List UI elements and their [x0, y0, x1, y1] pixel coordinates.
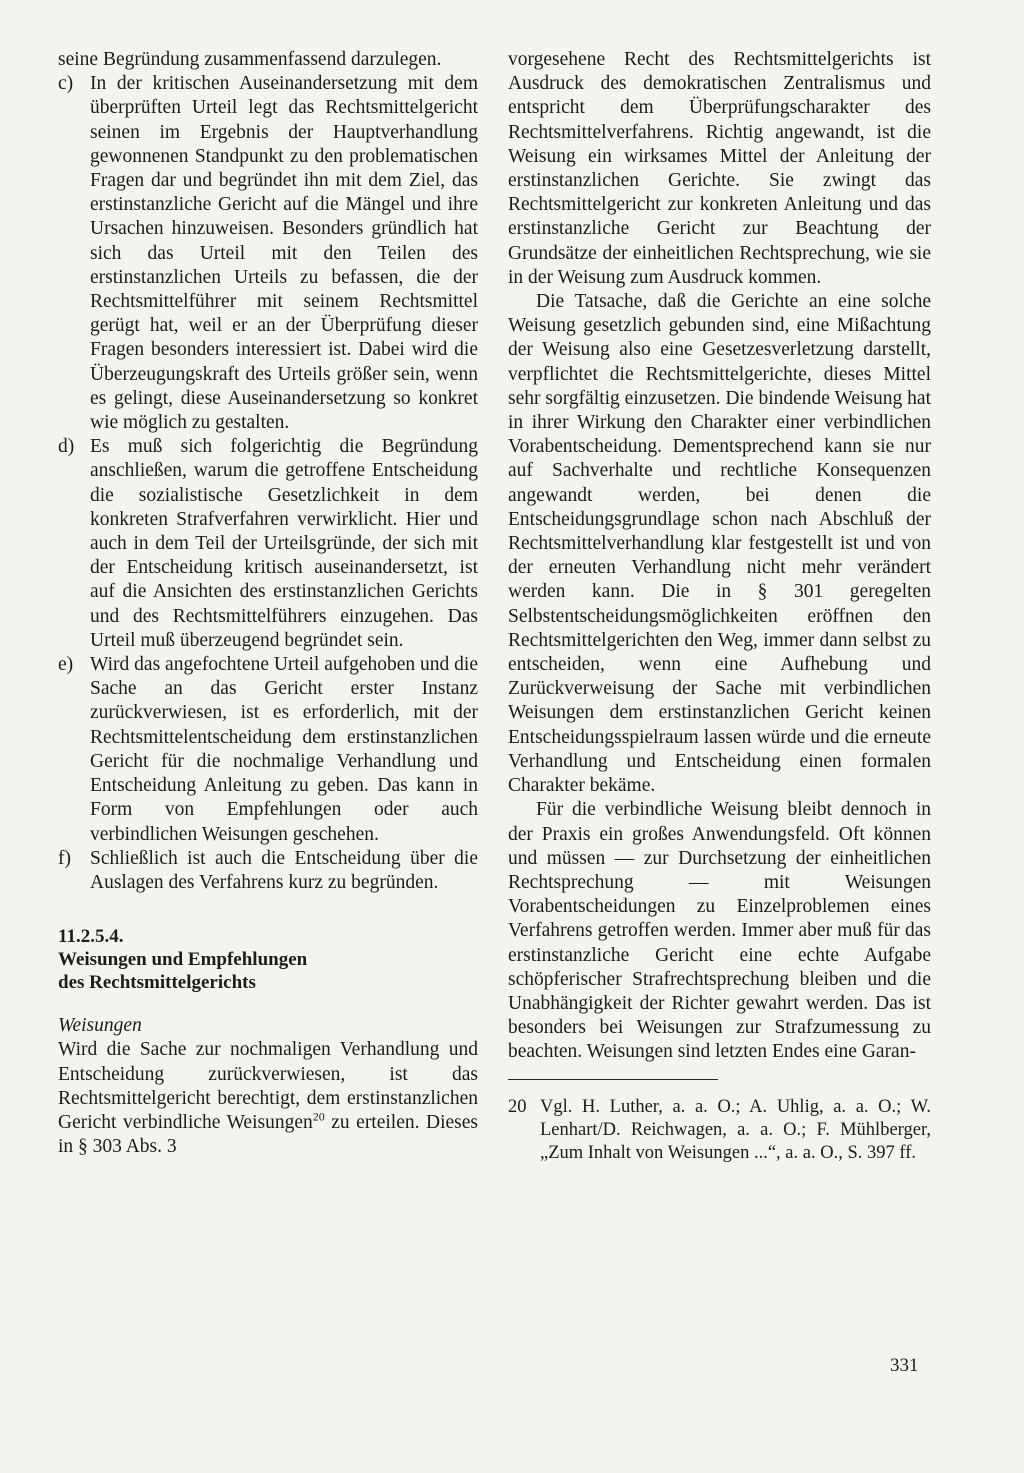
footnote-reference: 20	[312, 1109, 325, 1124]
intro-paragraph: seine Begründung zusammenfassend darzulegen.	[58, 49, 442, 70]
footnote-divider	[508, 1079, 718, 1080]
paragraph-text-continued: zu erteilen. Dieses in § 303 Abs. 3	[58, 1111, 478, 1158]
section-title-line-1: Weisungen und Empfehlungen	[58, 949, 308, 971]
list-item-f	[58, 847, 478, 895]
paragraph-1: vorgesehene Recht des Rechtsmittelgerichts ist Ausdruck des demokratischen Zentralismus und entspricht dem Überprüfungscharakter des Rechtsmittelverfahrens. Richtig angewandt, ist die Weisung ein wirksames Mittel der Anleitung der erstinstanzlichen Gerichte. Sie zwingt das Rechtsmittelgericht zur konkreten Anleitung und das erstinstanzliche Gericht zur Beachtung der Grundsätze der einheitlichen Rechtsprechung, wie sie in der Weisung zum Ausdruck kommen.	[508, 49, 931, 288]
footnote	[508, 1096, 931, 1165]
section-number: 11.2.5.4.	[58, 926, 124, 948]
list-item-text: In der kritischen Auseinandersetzung mit dem überprüften Urteil legt das Rechtsmittelgericht seinen im Ergebnis der Hauptverhandlung gewonnenen Standpunkt zu den problematischen Fragen dar und begründet ihn mit dem Ziel, das erstinstanzliche Gericht auf die Mängel und ihre Ursachen hinzuweisen. Besonders gründlich hat sich das Urteil mit den Teilen des erstinstanzlichen Urteils zu befassen, die der Rechtsmittelführer mit seinem Rechtsmittel gerügt hat, weil er an der Überprüfung dieser Fragen besonders interessiert ist. Dabei wird die Überzeugungskraft des Urteils größer sein, wenn es gelingt, diese Auseinandersetzung so konkret wie möglich zu gestalten.	[90, 73, 478, 434]
list-item-d	[58, 435, 478, 653]
footnote-number: 20	[508, 1096, 527, 1117]
subheading: Weisungen	[58, 1015, 142, 1037]
paragraph-3: Für die verbindliche Weisung bleibt dennoch in der Praxis ein großes Anwendungsfeld. Oft können und müssen — zur Durchsetzung der einheitlichen Rechtsprechung — mit Weisungen Vorabentscheidungen zu Einzelproblemen eines Verfahrens getroffen werden. Immer aber muß für das erstinstanzliche Gericht eine echte Aufgabe schöpferischer Strafrechtsprechung bleiben und die Unabhängigkeit der Richter gewahrt werden. Das ist besonders bei Weisungen zur Strafzumessung zu beachten. Weisungen sind letzten Endes eine Garan-	[508, 799, 931, 1063]
section-heading	[58, 925, 478, 994]
page-number: 331	[890, 1355, 919, 1376]
footnote-text: Vgl. H. Luther, a. a. O.; A. Uhlig, a. a. O.; W. Lenhart/D. Reichwagen, a. a. O.; F. Mühlberger, „Zum Inhalt von Weisungen ...“, a. a. O., S. 397 ff.	[540, 1096, 931, 1163]
list-marker: d)	[58, 436, 75, 458]
list-marker: c)	[58, 73, 74, 95]
right-column	[508, 48, 931, 1165]
weisungen-paragraph	[58, 1038, 478, 1159]
paragraph-text: Wird die Sache zur nochmaligen Verhandlung und Entscheidung zurückverwiesen, ist das Rechtsmittelgericht berechtigt, dem erstinstanzlichen Gericht verbindliche Weisungen	[58, 1039, 478, 1133]
list-item-e	[58, 653, 478, 847]
list-item-text: Es muß sich folgerichtig die Begründung anschließen, warum die getroffene Entscheidung die sozialistische Gesetzlichkeit in dem konkreten Strafverfahren verwirklicht. Hier und auch in dem Teil der Urteilsgründe, der sich mit der Entscheidung kritisch auseinandersetzt, ist auf die Ansichten des erstinstanzlichen Gerichts und des Rechtsmittelführers einzugehen. Das Urteil muß überzeugend begründet sein.	[90, 436, 478, 651]
list-marker: e)	[58, 654, 74, 676]
list-item-text: Schließlich ist auch die Entscheidung über die Auslagen des Verfahrens kurz zu begründen.	[90, 847, 478, 893]
left-column	[58, 48, 478, 1159]
list-item-c	[58, 72, 478, 435]
list-marker: f)	[58, 847, 71, 869]
list-item-text: Wird das angefochtene Urteil aufgehoben und die Sache an das Gericht erster Instanz zurückverwiesen, ist es erforderlich, mit der Rechtsmittelentscheidung dem erstinstanzlichen Gericht für die nochmalige Verhandlung und Entscheidung Anleitung zu geben. Das kann in Form von Empfehlungen oder auch verbindlichen Weisungen geschehen.	[90, 654, 478, 845]
section-title-line-2: des Rechtsmittelgerichts	[58, 972, 256, 994]
paragraph-2: Die Tatsache, daß die Gerichte an eine solche Weisung gesetzlich gebunden sind, eine Mißachtung der Weisung also eine Gesetzesverletzung darstellt, verpflichtet die Rechtsmittelgerichte, dieses Mittel sehr sorgfältig einzusetzen. Die bindende Weisung hat in ihrer Wirkung den Charakter einer verbindlichen Vorabentscheidung. Dementsprechend kann sie nur auf Sachverhalte und rechtliche Konsequenzen angewandt werden, bei denen die Entscheidungsgrundlage schon nach Abschluß der Rechtsmittelverhandlung klar festgestellt ist und von der erneuten Verhandlung nicht mehr verändert werden kann. Die in § 301 geregelten Selbstentscheidungsmöglichkeiten eröffnen den Rechtsmittelgerichten den Weg, immer dann selbst zu entscheiden, wenn eine Aufhebung und Zurückverweisung der Sache mit verbindlichen Weisungen dem erstinstanzlichen Gericht keinen Entscheidungsspielraum lassen würde und die erneute Verhandlung und Entscheidung einen formalen Charakter bekäme.	[508, 291, 931, 797]
